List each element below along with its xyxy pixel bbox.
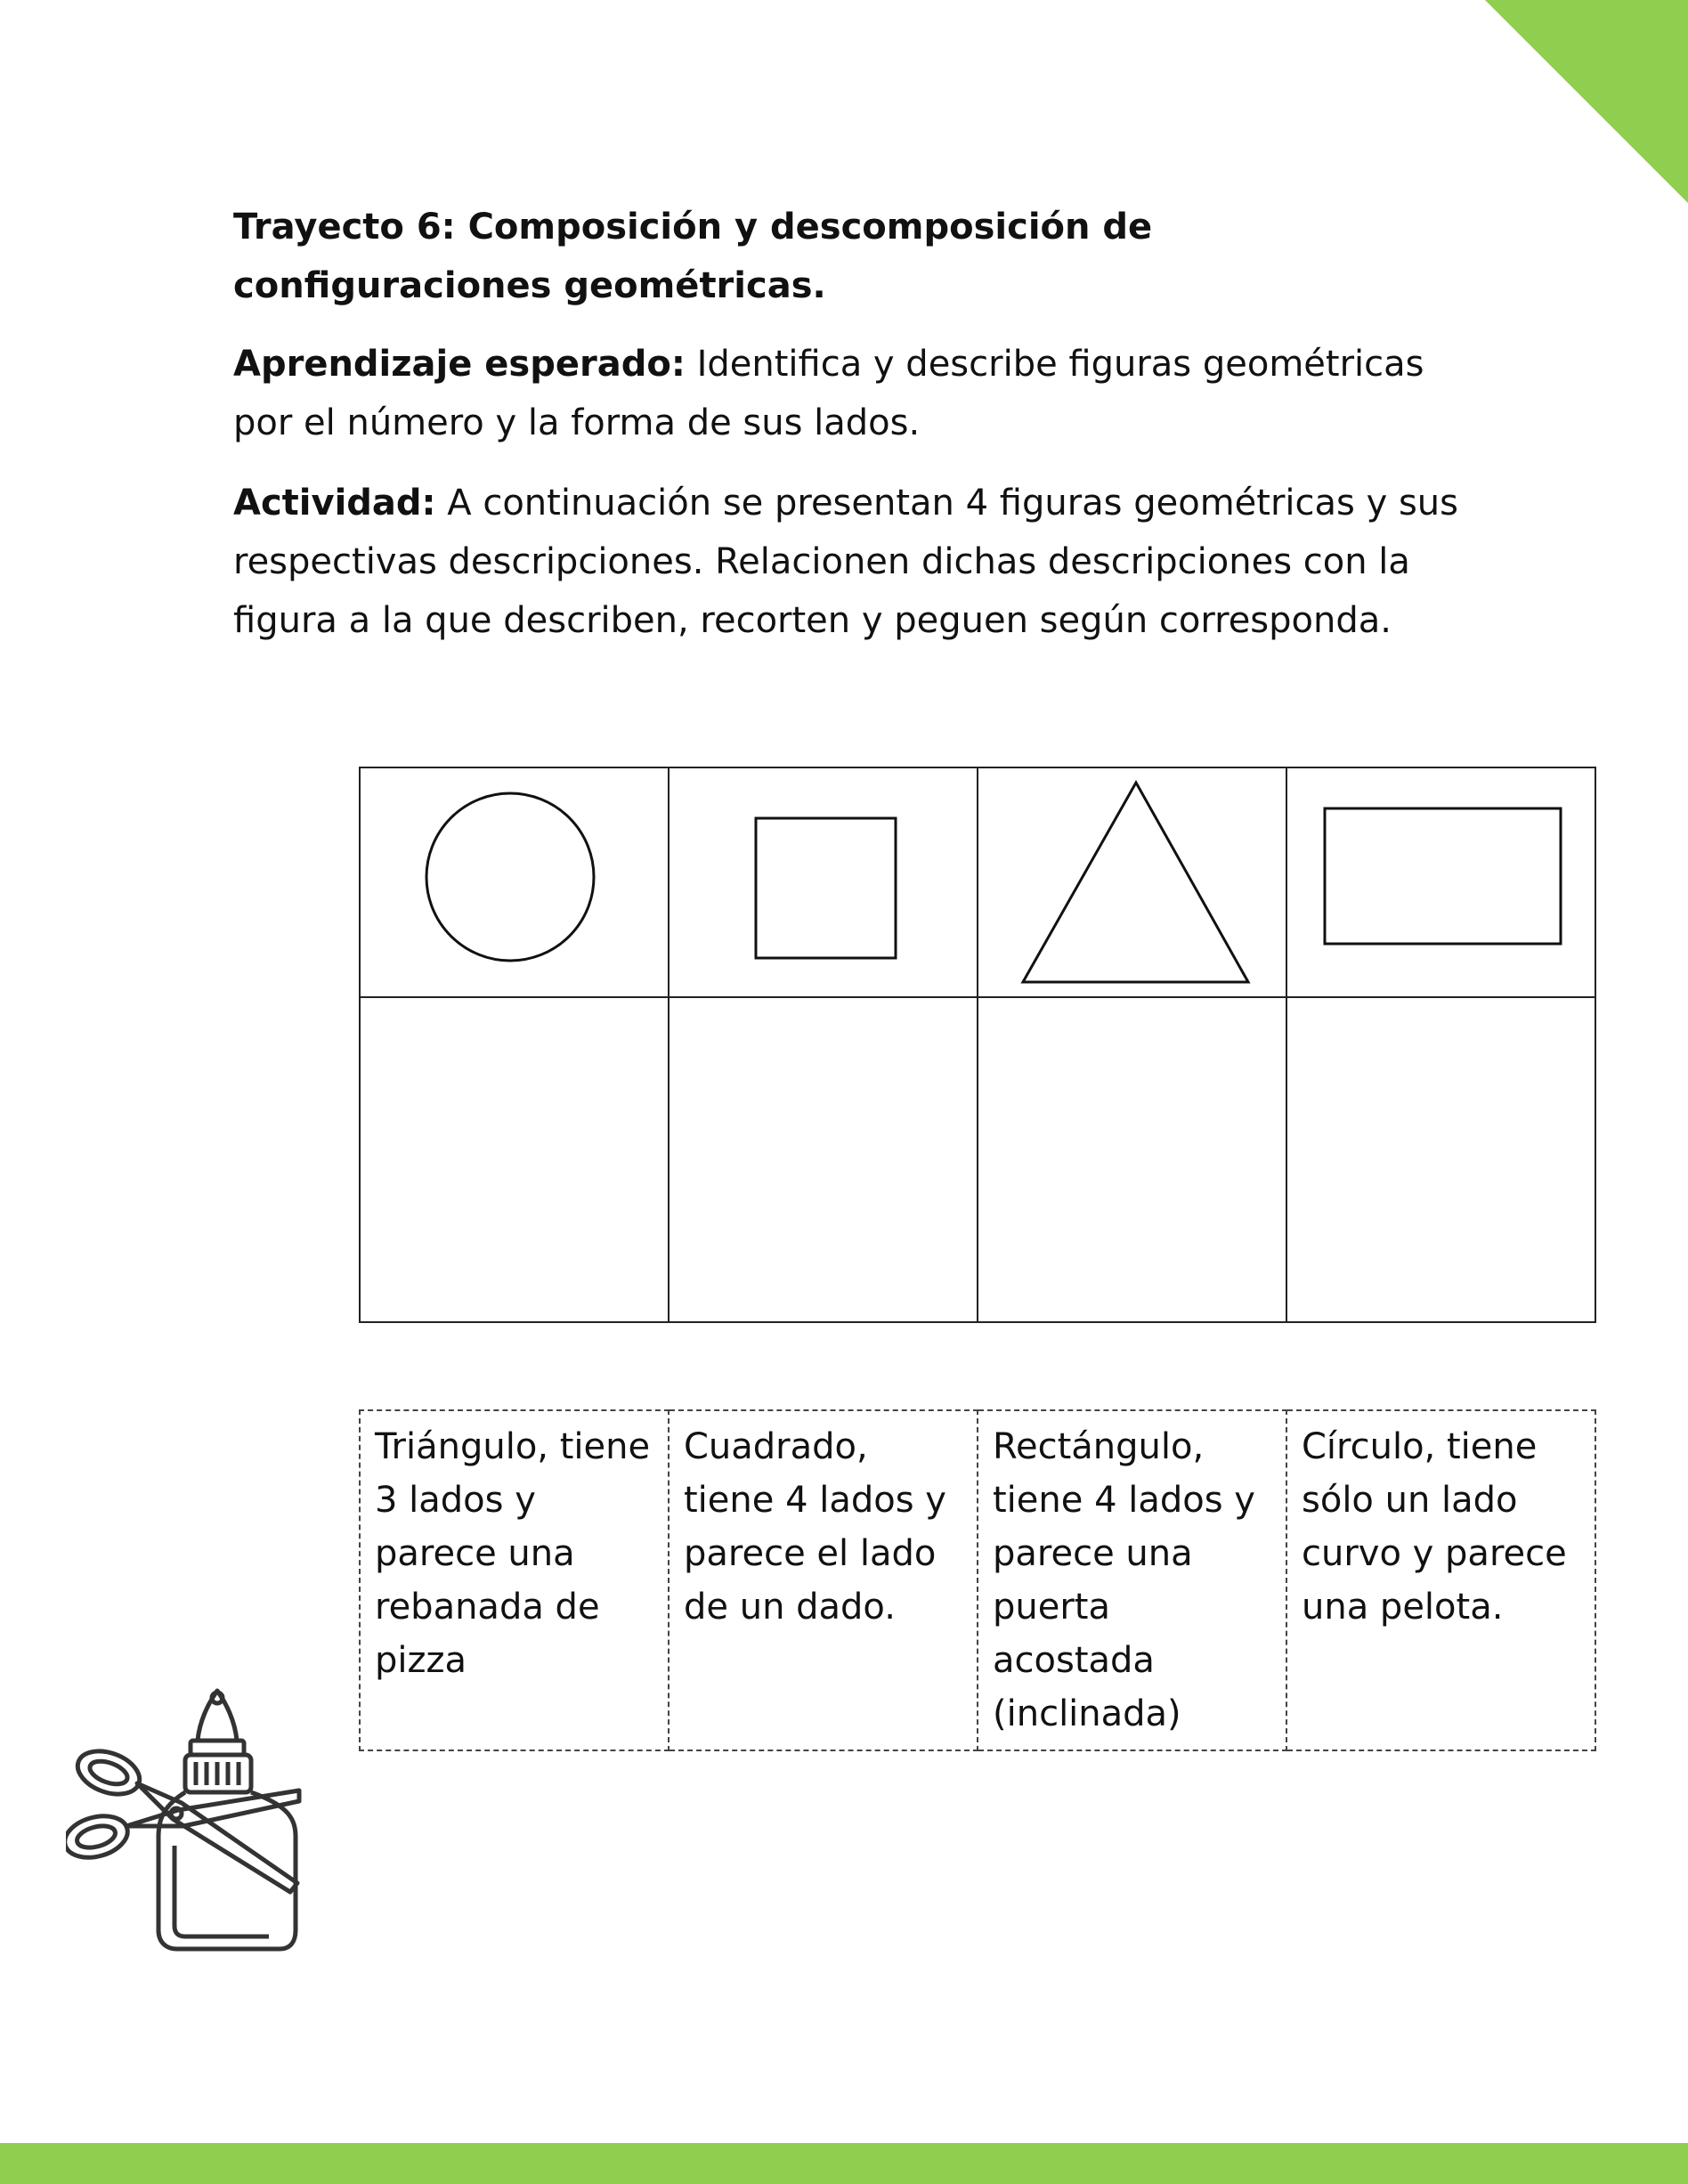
shape-cell-square bbox=[669, 767, 978, 997]
card-triangle[interactable]: Triángulo, tiene 3 lados y parece una rebanada de pizza bbox=[360, 1410, 669, 1750]
scissors-icon bbox=[66, 1743, 299, 1892]
paste-cell-4[interactable] bbox=[1286, 997, 1595, 1322]
card-square[interactable]: Cuadrado, tiene 4 lados y parece el lado de un dado. bbox=[669, 1410, 978, 1750]
rectangle-icon bbox=[1287, 768, 1594, 995]
actividad-label: Actividad: bbox=[233, 483, 436, 524]
aprendizaje-text: Identifica y describe figuras geométricas por el número y la forma de sus lados. bbox=[233, 344, 1424, 443]
cut-out-cards bbox=[359, 1409, 1596, 1751]
circle-icon bbox=[361, 768, 667, 995]
card-circle[interactable]: Círculo, tiene sólo un lado curvo y parece una pelota. bbox=[1286, 1410, 1595, 1750]
shape-cell-circle bbox=[360, 767, 669, 997]
scissors-glue-illustration bbox=[66, 1685, 306, 1953]
paste-cell-2[interactable] bbox=[669, 997, 978, 1322]
card-rectangle[interactable]: Rectángulo, tiene 4 lados y parece una puerta acostada (inclinada) bbox=[978, 1410, 1286, 1750]
corner-decoration bbox=[1485, 0, 1688, 203]
actividad-text: A continuación se presentan 4 figuras geométricas y sus respectivas descripciones. Relacionen dichas descripciones con la figura a la que describen, recorten y peguen según corresponda. bbox=[233, 483, 1458, 641]
paste-cell-1[interactable] bbox=[360, 997, 669, 1322]
shape-cell-triangle bbox=[978, 767, 1286, 997]
shape-cell-rectangle bbox=[1286, 767, 1595, 997]
actividad-paragraph bbox=[233, 474, 1462, 650]
aprendizaje-label: Aprendizaje esperado: bbox=[233, 344, 686, 385]
aprendizaje-paragraph bbox=[233, 335, 1462, 452]
shapes-table bbox=[359, 767, 1596, 1323]
square-icon bbox=[670, 768, 976, 995]
footer-bar bbox=[0, 2143, 1688, 2184]
paste-cell-3[interactable] bbox=[978, 997, 1286, 1322]
page-title: Trayecto 6: Composición y descomposición de configuraciones geométricas. bbox=[233, 207, 1153, 306]
triangle-icon bbox=[978, 768, 1285, 995]
